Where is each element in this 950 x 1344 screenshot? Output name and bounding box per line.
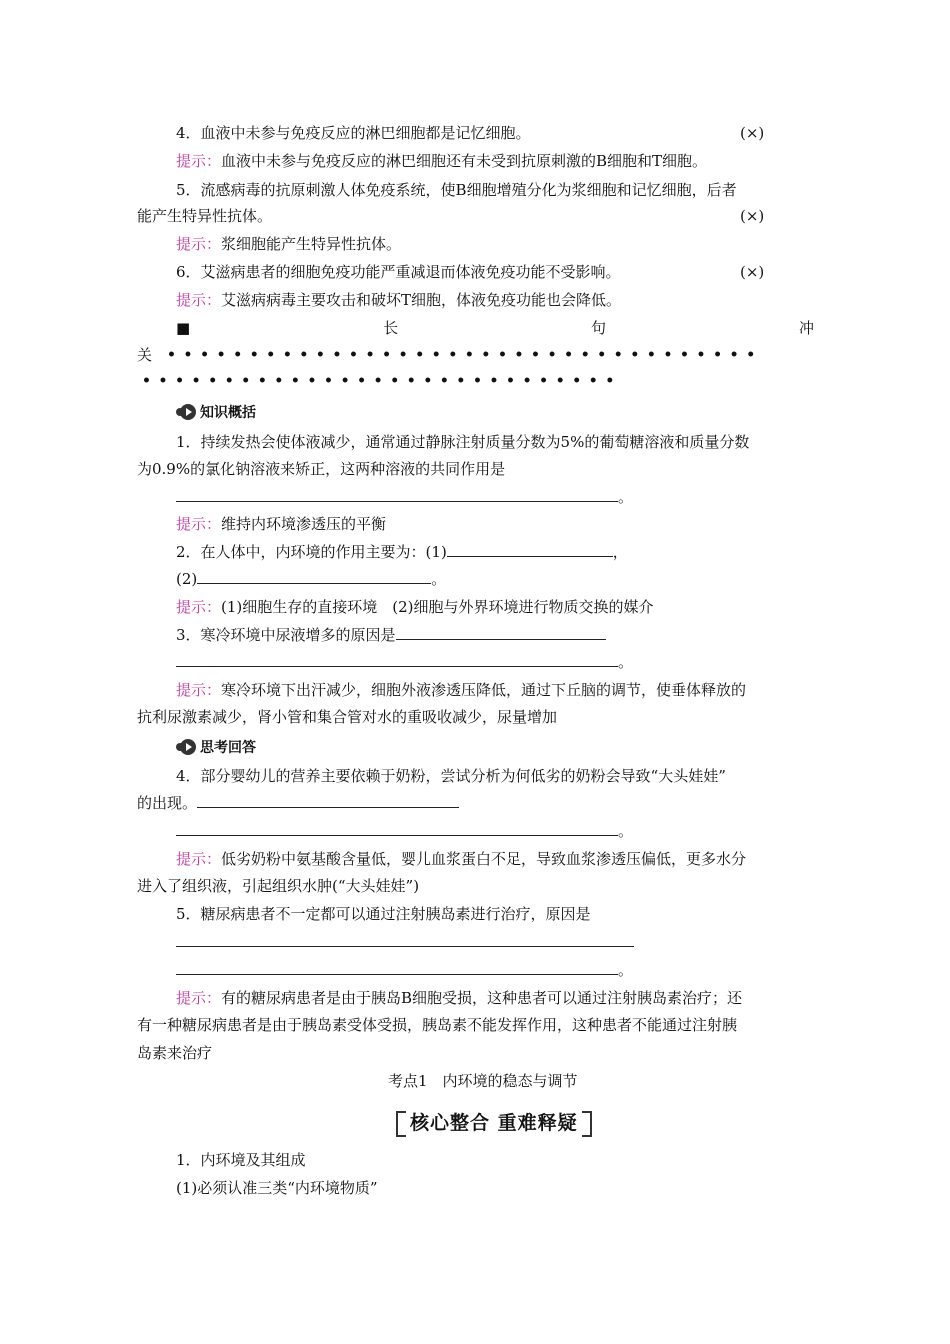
item-2-line2 (176, 569, 446, 589)
period: 。 (618, 653, 634, 671)
item-4-line2 (137, 793, 459, 813)
answer-mark-5: (×) (740, 207, 765, 225)
item-text: (2) (176, 570, 198, 588)
hint-6 (176, 290, 621, 310)
item-text: 3．寒冷环境中尿液增多的原因是 (176, 626, 396, 644)
hint-k2 (176, 597, 654, 617)
hint-text: (1)细胞生存的直接环境 (2)细胞与外界环境进行物质交换的媒介 (221, 598, 654, 616)
hint-label: 提示： (176, 989, 222, 1007)
hint-4 (176, 151, 707, 171)
hint-text: 有的糖尿病患者是由于胰岛B细胞受损，这种患者可以通过注射胰岛素治疗；还 (221, 989, 743, 1007)
question-4: 4．血液中未参与免疫反应的淋巴细胞都是记忆细胞。 (176, 124, 531, 142)
fill-blank[interactable] (197, 569, 431, 584)
left-bracket-icon (396, 1111, 406, 1137)
section-think-answer (180, 737, 256, 757)
answer-line (176, 821, 633, 841)
period: 。 (431, 570, 447, 588)
body-item-1a: (1)必须认准三类“内环境物质” (176, 1179, 378, 1197)
core-integration-banner (396, 1108, 592, 1137)
hint-text: 血液中未参与免疫反应的淋巴细胞还有未受到抗原刺激的B细胞和T细胞。 (221, 152, 708, 170)
hint-label: 提示： (176, 681, 222, 699)
hint-label: 提示： (176, 598, 222, 616)
answer-line (176, 960, 633, 980)
dot-line: ••••••••••••••••••••••••••••• (142, 373, 622, 389)
hint-text: 维持内环境渗透压的平衡 (221, 515, 387, 533)
item-2-line1 (176, 542, 628, 562)
square-bullet: ■ (176, 319, 191, 337)
answer-line (176, 652, 633, 672)
item-1-line1: 1．持续发热会使体液减少，通常通过静脉注射质量分数为5%的葡萄糖溶液和质量分数 (176, 433, 750, 451)
long-sentence-heading (176, 318, 814, 338)
answer-mark-6: (×) (740, 263, 765, 281)
right-bracket-icon (582, 1111, 592, 1137)
heading-char: 句 (591, 319, 607, 337)
hint-k3-line2: 抗利尿激素减少，肾小管和集合管对水的重吸收减少，尿量增加 (137, 708, 558, 726)
hint-label: 提示： (176, 515, 222, 533)
fill-blank[interactable] (176, 652, 618, 667)
period: 。 (618, 488, 634, 506)
item-text: 2．在人体中，内环境的作用主要为：(1) (176, 543, 447, 561)
period: 。 (618, 822, 634, 840)
hint-text: 艾滋病病毒主要攻击和破坏T细胞，体液免疫功能也会降低。 (221, 291, 622, 309)
hint-text: 寒冷环境下出汗减少，细胞外液渗透压降低，通过下丘脑的调节，使垂体释放的 (221, 681, 747, 699)
item-3-line1 (176, 625, 606, 645)
question-5-line1: 5．流感病毒的抗原刺激人体免疫系统，使B细胞增殖分化为浆细胞和记忆细胞，后者 (176, 181, 737, 199)
kaodian-title: 考点1 内环境的稳态与调节 (388, 1072, 578, 1090)
item-5-line1: 5．糖尿病患者不一定都可以通过注射胰岛素进行治疗，原因是 (176, 905, 591, 923)
fill-blank[interactable] (197, 793, 459, 808)
hint-label: 提示： (176, 152, 222, 170)
hint-text: 低劣奶粉中氨基酸含量低，婴儿血浆蛋白不足，导致血浆渗透压偏低，更多水分 (221, 850, 747, 868)
heading-char: 长 (383, 319, 399, 337)
play-badge-icon (180, 404, 196, 420)
hint-label: 提示： (176, 850, 222, 868)
item-4-line1: 4．部分婴幼儿的营养主要依赖于奶粉，尝试分析为何低劣的奶粉会导致“大头娃娃” (176, 767, 726, 785)
hint-k3-line1 (176, 680, 746, 700)
body-item-1: 1．内环境及其组成 (176, 1151, 306, 1169)
question-6: 6．艾滋病患者的细胞免疫功能严重减退而体液免疫功能不受影响。 (176, 263, 621, 281)
dot-line: •••••••••••••••••••••••••••••••••••• (167, 347, 763, 363)
comma: ， (612, 543, 628, 561)
fill-blank[interactable] (176, 821, 618, 836)
hint-t4-line1 (176, 849, 746, 869)
hint-t5-line3: 岛素来治疗 (137, 1044, 213, 1062)
fill-blank[interactable] (176, 932, 634, 947)
hint-label: 提示： (176, 291, 222, 309)
section-title: 思考回答 (200, 740, 256, 756)
period: 。 (618, 961, 634, 979)
hint-text: 浆细胞能产生特异性抗体。 (221, 235, 402, 253)
section-knowledge-summary (180, 402, 256, 422)
answer-line (176, 932, 634, 952)
question-5-line2: 能产生特异性抗体。 (137, 207, 273, 225)
item-1-line2: 为0.9%的氯化钠溶液来矫正，这两种溶液的共同作用是 (137, 460, 506, 478)
banner-text: 核心整合 重难释疑 (410, 1112, 578, 1134)
hint-t4-line2: 进入了组织液，引起组织水肿(“大头娃娃”) (137, 877, 420, 895)
play-badge-icon (180, 739, 196, 755)
answer-line (176, 487, 633, 507)
hint-label: 提示： (176, 235, 222, 253)
hint-t5-line2: 有一种糖尿病患者是由于胰岛素受体受损，胰岛素不能发挥作用，这种患者不能通过注射胰 (137, 1016, 738, 1034)
fill-blank[interactable] (447, 542, 613, 557)
hint-5 (176, 234, 401, 254)
fill-blank[interactable] (176, 960, 618, 975)
item-text: 的出现。 (137, 794, 198, 812)
heading-char: 冲 (798, 319, 814, 337)
hint-t5-line1 (176, 988, 742, 1008)
heading-char: 关 (137, 346, 153, 364)
answer-mark-4: (×) (740, 124, 765, 142)
section-title: 知识概括 (200, 405, 256, 421)
fill-blank[interactable] (176, 487, 618, 502)
hint-k1 (176, 514, 386, 534)
fill-blank[interactable] (396, 625, 606, 640)
